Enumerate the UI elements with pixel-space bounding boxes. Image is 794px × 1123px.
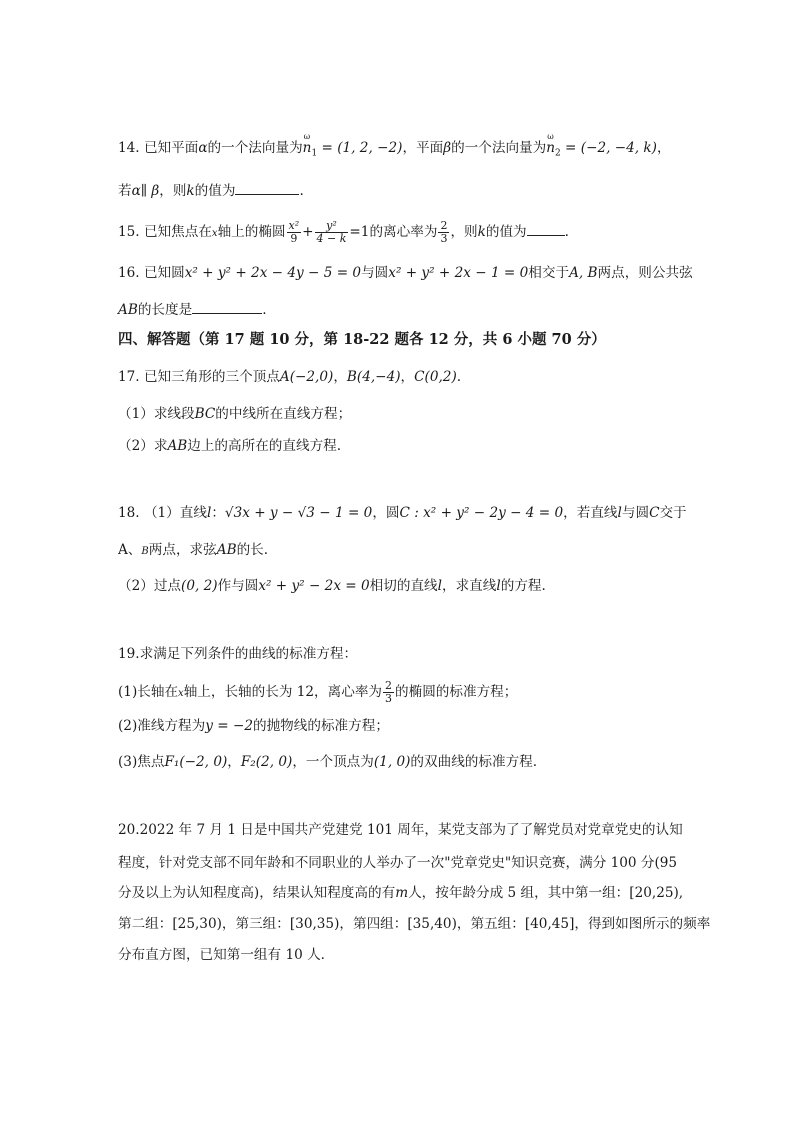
beta-symbol: β	[443, 140, 452, 156]
circle-2-equation: x² + y² + 2x − 1 = 0	[388, 265, 529, 281]
alpha-symbol: α	[198, 140, 208, 156]
circle-equation: C : x² + y² − 2y − 4 = 0	[399, 505, 564, 521]
line-l: l	[437, 578, 442, 594]
q19-part-2	[118, 716, 734, 736]
text: ，求直线	[442, 578, 497, 594]
q17-part-2	[118, 436, 734, 456]
text: （2）过点	[118, 578, 182, 594]
vector-n2: ω $n_2$	[546, 138, 561, 158]
answer-blank[interactable]	[527, 221, 565, 236]
text: ，一个顶点为	[292, 754, 374, 770]
text: 与圆	[621, 505, 650, 521]
text: 若	[118, 183, 132, 199]
text: .	[262, 302, 267, 318]
text: 人，按年龄分成 5 组，其中第一组：[20,25),	[408, 885, 684, 901]
line-equation: √3x + y − √3 − 1 = 0	[224, 505, 373, 521]
q20-line-4: 第二组：[25,30)，第三组：[30,35)，第四组：[35,40)，第五组：[40,45]，得到如图所示的频率	[118, 916, 711, 932]
q15-line	[118, 220, 734, 245]
m-symbol: m	[395, 885, 409, 901]
q20-line-2: 程度，针对党支部不同年龄和不同职业的人举办了一次"党章党史"知识竞赛，满分 100 分(95	[118, 855, 678, 871]
circle-1-equation: x² + y² + 2x − 4y − 5 = 0	[184, 265, 362, 281]
text: +	[302, 224, 314, 240]
segment-ab: AB	[118, 302, 138, 318]
text: 的一个法向量为	[207, 140, 303, 156]
q17-part-1	[118, 404, 734, 424]
text: 18. （1）直线	[118, 505, 207, 521]
circle-c: C	[649, 505, 660, 521]
text: 轴上，长轴的长为 12，离心率为	[183, 684, 383, 700]
segment-ab: AB	[216, 542, 237, 558]
text: ，若直线	[563, 505, 618, 521]
point-b: B(4,−4)	[346, 369, 401, 385]
text: 17. 已知三角形的三个顶点	[118, 369, 280, 385]
text: 两点，则公共弦	[597, 265, 693, 281]
text: 15. 已知焦点在	[118, 224, 212, 240]
section-heading: 四、解答题（第 17 题 10 分，第 18-22 题各 12 分，共 6 小题 70 分）	[118, 331, 606, 348]
text: 相交于	[528, 265, 570, 281]
line-l: l	[496, 578, 501, 594]
q17-line	[118, 367, 734, 387]
focus-f2: F₂(2, 0)	[240, 754, 293, 770]
text: 分及以上为认知程度高)，结果认知程度高的有	[118, 885, 396, 901]
point-c: C(0,2)	[414, 369, 457, 385]
text: 轴上的椭圆	[217, 224, 286, 240]
text: ，	[333, 369, 347, 385]
text: 作与圆	[217, 578, 259, 594]
text: 的长度是	[137, 302, 193, 318]
text: ，	[400, 369, 415, 385]
q16-line-2	[118, 299, 734, 320]
q19-part-3	[118, 752, 734, 772]
text: 的方程.	[500, 578, 546, 594]
points-ab: A, B	[569, 265, 598, 281]
answer-blank[interactable]	[192, 299, 262, 314]
text: .	[456, 369, 462, 385]
q18-line-2	[118, 540, 734, 562]
q19-part-1	[118, 680, 734, 705]
text: 交于	[659, 505, 687, 521]
vertex-point: (1, 0)	[373, 754, 411, 770]
text: 14. 已知平面	[118, 140, 199, 156]
q20-line-1: 20.2022 年 7 月 1 日是中国共产党建党 101 周年，某党支部为了了解党员对党章党史的认知	[118, 822, 683, 838]
text: 边上的高所在的直线方程.	[187, 438, 342, 454]
text: 的长.	[236, 542, 269, 558]
text: ，则	[450, 224, 478, 240]
q18-line-1	[118, 503, 734, 523]
text: 的中线所在直线方程；	[215, 406, 352, 422]
text: A、	[118, 542, 142, 558]
text: 两点，求弦	[148, 542, 217, 558]
text: 的椭圆的标准方程；	[395, 684, 518, 700]
text: ，圆	[372, 505, 400, 521]
x-symbol: x	[178, 688, 184, 699]
q20-line-5: 分布直方图，已知第一组有 10 人.	[118, 947, 325, 963]
text: ，	[227, 754, 241, 770]
text: (1)长轴在	[118, 684, 179, 700]
line-l: l	[206, 505, 212, 521]
vector-n1-value: = (1, 2, −2)	[317, 140, 403, 156]
text: (3)焦点	[118, 754, 165, 770]
k-symbol: k	[477, 224, 486, 240]
circle-equation: x² + y² − 2x = 0	[258, 578, 370, 594]
point-a: A(−2,0)	[279, 369, 334, 385]
text: ，则	[159, 183, 187, 199]
q14-line-1	[118, 138, 734, 158]
text: 相切的直线	[369, 578, 438, 594]
text: ，平面	[402, 140, 444, 156]
text: 的值为	[194, 183, 236, 199]
fraction-y2-over-4-k: $\frac{\text{y²}}{4 - k}$	[316, 219, 347, 245]
segment-ab: AB	[167, 438, 188, 454]
text: =1	[349, 224, 370, 240]
text: .	[299, 183, 304, 199]
q20-line-3	[118, 883, 734, 903]
k-symbol: k	[186, 183, 195, 199]
text: 的离心率为	[369, 224, 438, 240]
text: （2）求	[118, 438, 168, 454]
text: 与圆	[361, 265, 389, 281]
vector-n1: ω $n_1$	[303, 138, 318, 158]
x-symbol: x	[211, 228, 218, 239]
text: 的双曲线的标准方程.	[410, 754, 538, 770]
fraction-2-over-3: $\frac{2}{3}$	[385, 679, 393, 705]
answer-blank[interactable]	[235, 180, 299, 195]
text: .	[564, 224, 569, 240]
q19-title: 19.求满足下列条件的曲线的标准方程：	[118, 646, 358, 662]
text: 的抛物线的标准方程；	[253, 718, 389, 734]
fraction-x2-over-9: $\frac{\text{x²}}{9}$	[288, 219, 300, 245]
text: 16. 已知圆	[118, 265, 185, 281]
vector-n2-value: = (−2, −4, k)	[560, 140, 657, 156]
point-b: B	[141, 546, 149, 557]
fraction-2-over-3: $\frac{2}{3}$	[440, 219, 448, 245]
q14-line-2	[118, 180, 734, 201]
directrix-equation: y = −2	[205, 718, 253, 734]
text: （1）求线段	[118, 406, 195, 422]
text: ：	[211, 505, 225, 521]
text: 的值为	[485, 224, 527, 240]
segment-bc: BC	[194, 406, 216, 422]
q18-part-2	[118, 576, 734, 596]
focus-f1: F₁(−2, 0)	[164, 754, 228, 770]
line-l: l	[617, 505, 622, 521]
point-0-2: (0, 2)	[181, 578, 218, 594]
text: (2)准线方程为	[118, 718, 206, 734]
q16-line-1	[118, 263, 734, 283]
parallel-condition: α∥ β	[131, 183, 160, 199]
text: ，	[656, 140, 671, 156]
text: 的一个法向量为	[451, 140, 547, 156]
